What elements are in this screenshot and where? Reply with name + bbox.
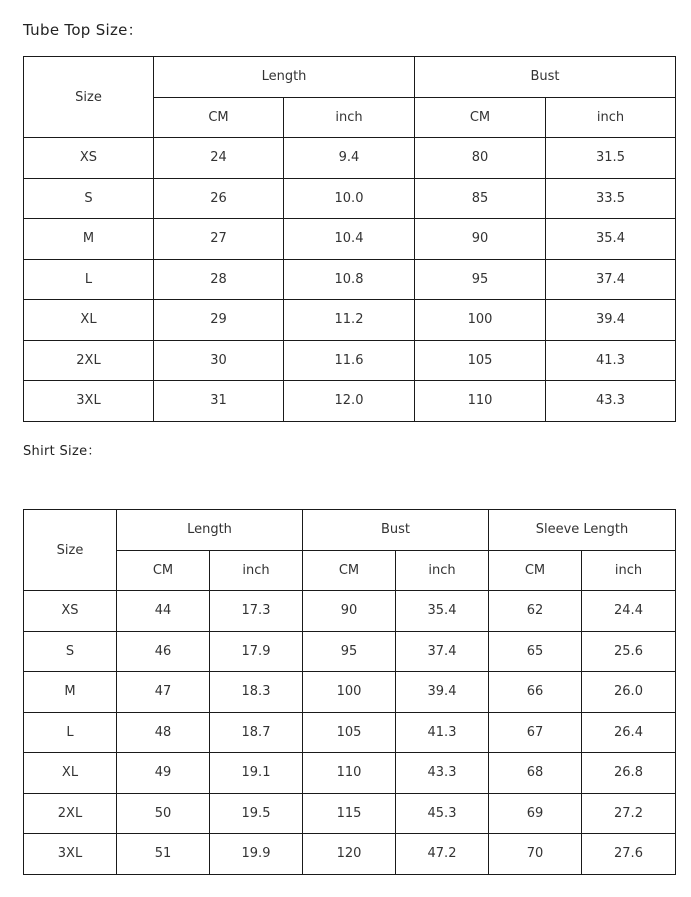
measurement-cell: 90 [303, 591, 396, 632]
bust-group-header: Bust [303, 510, 489, 551]
measurement-cell: 85 [415, 178, 546, 219]
measurement-cell: 19.9 [210, 834, 303, 875]
size-cell: S [24, 178, 154, 219]
size-cell: XL [24, 300, 154, 341]
length-group-header: Length [154, 57, 415, 98]
measurement-cell: 43.3 [546, 381, 676, 422]
size-cell: L [24, 712, 117, 753]
measurement-cell: 11.6 [284, 340, 415, 381]
measurement-cell: 35.4 [546, 219, 676, 260]
measurement-cell: 50 [117, 793, 210, 834]
measurement-cell: 17.3 [210, 591, 303, 632]
measurement-cell: 65 [489, 631, 582, 672]
measurement-cell: 10.0 [284, 178, 415, 219]
measurement-cell: 19.5 [210, 793, 303, 834]
unit-header: inch [546, 97, 676, 138]
measurement-cell: 10.8 [284, 259, 415, 300]
measurement-cell: 43.3 [396, 753, 489, 794]
measurement-cell: 26.8 [582, 753, 676, 794]
unit-header: CM [489, 550, 582, 591]
table-row [24, 219, 676, 260]
table-row [24, 340, 676, 381]
sleeve-length-group-header: Sleeve Length [489, 510, 676, 551]
measurement-cell: 48 [117, 712, 210, 753]
measurement-cell: 41.3 [546, 340, 676, 381]
measurement-cell: 19.1 [210, 753, 303, 794]
table-row [24, 793, 676, 834]
measurement-cell: 100 [415, 300, 546, 341]
shirt-size-table [23, 509, 676, 875]
table-row [24, 300, 676, 341]
measurement-cell: 30 [154, 340, 284, 381]
measurement-cell: 26 [154, 178, 284, 219]
table-header-row [24, 510, 676, 551]
measurement-cell: 24.4 [582, 591, 676, 632]
measurement-cell: 26.4 [582, 712, 676, 753]
size-cell: M [24, 219, 154, 260]
size-cell: 3XL [24, 834, 117, 875]
measurement-cell: 80 [415, 138, 546, 179]
table-row [24, 834, 676, 875]
measurement-cell: 95 [303, 631, 396, 672]
measurement-cell: 18.3 [210, 672, 303, 713]
bust-group-header: Bust [415, 57, 676, 98]
measurement-cell: 44 [117, 591, 210, 632]
measurement-cell: 29 [154, 300, 284, 341]
measurement-cell: 105 [415, 340, 546, 381]
measurement-cell: 37.4 [396, 631, 489, 672]
unit-header: inch [210, 550, 303, 591]
table-row [24, 381, 676, 422]
shirt-size-title: Shirt Size： [23, 444, 101, 459]
measurement-cell: 120 [303, 834, 396, 875]
unit-header: inch [284, 97, 415, 138]
table-row [24, 138, 676, 179]
measurement-cell: 26.0 [582, 672, 676, 713]
measurement-cell: 33.5 [546, 178, 676, 219]
size-cell: S [24, 631, 117, 672]
measurement-cell: 67 [489, 712, 582, 753]
table-header-row [24, 57, 676, 98]
measurement-cell: 70 [489, 834, 582, 875]
measurement-cell: 66 [489, 672, 582, 713]
table-row [24, 259, 676, 300]
measurement-cell: 110 [303, 753, 396, 794]
measurement-cell: 68 [489, 753, 582, 794]
measurement-cell: 51 [117, 834, 210, 875]
table-row [24, 753, 676, 794]
measurement-cell: 25.6 [582, 631, 676, 672]
unit-header: CM [117, 550, 210, 591]
measurement-cell: 24 [154, 138, 284, 179]
size-cell: XL [24, 753, 117, 794]
size-cell: M [24, 672, 117, 713]
size-cell: XS [24, 138, 154, 179]
size-cell: 2XL [24, 793, 117, 834]
measurement-cell: 69 [489, 793, 582, 834]
measurement-cell: 17.9 [210, 631, 303, 672]
table-row [24, 591, 676, 632]
measurement-cell: 47.2 [396, 834, 489, 875]
shirt-size-rows [24, 591, 676, 875]
measurement-cell: 47 [117, 672, 210, 713]
measurement-cell: 27 [154, 219, 284, 260]
length-group-header: Length [117, 510, 303, 551]
measurement-cell: 46 [117, 631, 210, 672]
measurement-cell: 31.5 [546, 138, 676, 179]
measurement-cell: 39.4 [396, 672, 489, 713]
measurement-cell: 110 [415, 381, 546, 422]
measurement-cell: 115 [303, 793, 396, 834]
table-unit-row [24, 550, 676, 591]
measurement-cell: 95 [415, 259, 546, 300]
table-row [24, 712, 676, 753]
measurement-cell: 11.2 [284, 300, 415, 341]
tube-top-size-rows [24, 138, 676, 422]
size-cell: L [24, 259, 154, 300]
size-column-header: Size [24, 57, 154, 138]
measurement-cell: 27.6 [582, 834, 676, 875]
size-cell: 2XL [24, 340, 154, 381]
measurement-cell: 49 [117, 753, 210, 794]
unit-header: CM [154, 97, 284, 138]
measurement-cell: 39.4 [546, 300, 676, 341]
table-row [24, 178, 676, 219]
measurement-cell: 100 [303, 672, 396, 713]
measurement-cell: 31 [154, 381, 284, 422]
unit-header: inch [396, 550, 489, 591]
tube-top-size-title: Tube Top Size： [23, 21, 143, 39]
measurement-cell: 90 [415, 219, 546, 260]
size-column-header: Size [24, 510, 117, 591]
measurement-cell: 27.2 [582, 793, 676, 834]
size-cell: XS [24, 591, 117, 632]
measurement-cell: 62 [489, 591, 582, 632]
table-row [24, 631, 676, 672]
measurement-cell: 9.4 [284, 138, 415, 179]
unit-header: CM [415, 97, 546, 138]
measurement-cell: 35.4 [396, 591, 489, 632]
measurement-cell: 37.4 [546, 259, 676, 300]
measurement-cell: 18.7 [210, 712, 303, 753]
measurement-cell: 10.4 [284, 219, 415, 260]
unit-header: CM [303, 550, 396, 591]
unit-header: inch [582, 550, 676, 591]
measurement-cell: 12.0 [284, 381, 415, 422]
measurement-cell: 41.3 [396, 712, 489, 753]
measurement-cell: 28 [154, 259, 284, 300]
measurement-cell: 45.3 [396, 793, 489, 834]
table-row [24, 672, 676, 713]
tube-top-size-table [23, 56, 676, 422]
size-cell: 3XL [24, 381, 154, 422]
measurement-cell: 105 [303, 712, 396, 753]
